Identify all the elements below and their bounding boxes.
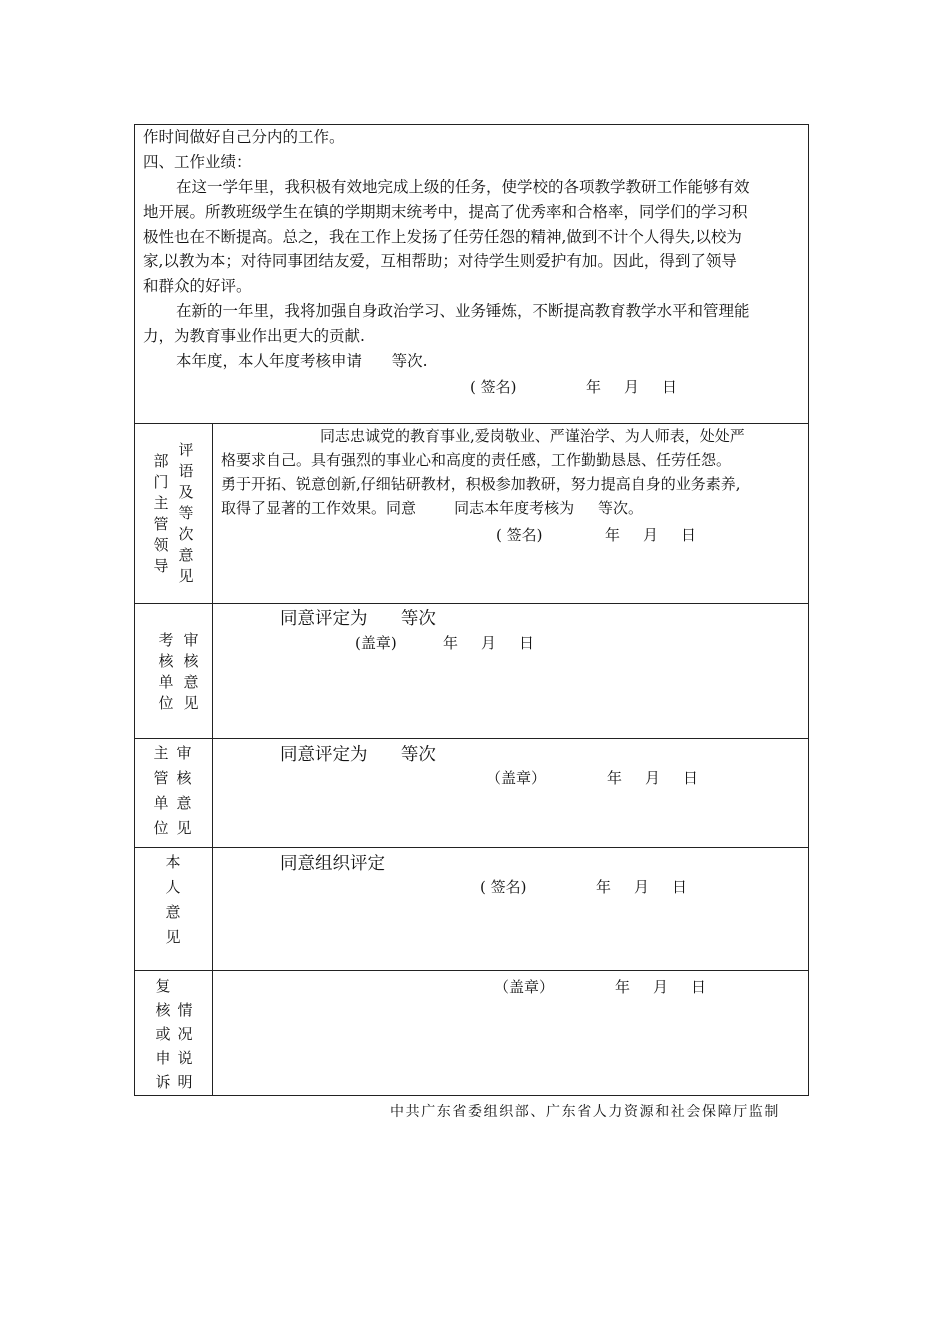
label-char: 说 [177, 1049, 193, 1067]
date-year: 年 [586, 378, 602, 396]
label-char: 门 [153, 473, 169, 491]
row-divider-3 [134, 738, 809, 739]
summary-line: 地开展。所教班级学生在镇的学期期末统考中，提高了优秀率和合格率，同学们的学习积 [143, 203, 748, 221]
summary-line: 家,以教为本；对待同事团结友爱，互相帮助；对待学生则爱护有加。因此，得到了领导 [143, 252, 737, 270]
summary-line: 作时间做好自己分内的工作。 [143, 128, 345, 146]
label-char: 意 [176, 794, 192, 812]
summary-line: 本年度，本人年度考核申请 等次. [176, 352, 428, 370]
seal-label: （盖章） [494, 978, 555, 996]
label-char: 见 [165, 928, 181, 946]
label-char: 复 [155, 977, 171, 995]
label-char: 主 [153, 494, 169, 512]
label-char: 诉 [155, 1073, 171, 1091]
label-char: 管 [153, 769, 169, 787]
label-char: 审 [183, 631, 199, 649]
summary-heading: 四、工作业绩： [143, 153, 252, 171]
label-char: 位 [158, 694, 174, 712]
date-day: 日 [672, 878, 688, 896]
date-month: 月 [634, 878, 650, 896]
date-day: 日 [683, 769, 699, 787]
label-char: 导 [153, 557, 169, 575]
label-char: 部 [153, 452, 169, 470]
summary-line: 极性也在不断提高。总之，我在工作上发扬了任劳任怨的精神,做到不计个人得失,以校为 [143, 228, 742, 246]
date-year: 年 [605, 526, 621, 544]
comment-line: 取得了显著的工作效果。同意 同志本年度考核为 等次。 [221, 499, 643, 517]
label-char: 审 [176, 744, 192, 762]
table-border-left [134, 124, 135, 1096]
label-char: 评 [178, 441, 194, 459]
label-char: 次 [178, 525, 194, 543]
date-year: 年 [607, 769, 623, 787]
label-char: 见 [176, 819, 192, 837]
footer-credit: 中共广东省委组织部、广东省人力资源和社会保障厅监制 [390, 1104, 780, 1120]
label-char: 核 [158, 652, 174, 670]
label-char: 及 [178, 483, 194, 501]
label-char: 核 [176, 769, 192, 787]
row-divider-2 [134, 603, 809, 604]
label-char: 况 [177, 1025, 193, 1043]
label-char: 管 [153, 515, 169, 533]
date-day: 日 [662, 378, 678, 396]
row-divider-4 [134, 847, 809, 848]
label-char: 单 [153, 794, 169, 812]
label-char: 位 [153, 819, 169, 837]
label-char: 等 [178, 504, 194, 522]
label-char: 情 [177, 1001, 193, 1019]
opinion-text: 同意组织评定 [280, 854, 385, 874]
date-year: 年 [596, 878, 612, 896]
summary-line: 力，为教育事业作出更大的贡献. [143, 327, 365, 345]
date-month: 月 [653, 978, 669, 996]
label-char: 或 [155, 1025, 171, 1043]
summary-line: 在新的一年里，我将加强自身政治学习、业务锤炼，不断提高教育教学水平和管理能 [176, 302, 750, 320]
table-border-right [808, 124, 809, 1096]
label-char: 见 [178, 567, 194, 585]
label-char: 核 [155, 1001, 171, 1019]
date-day: 日 [519, 634, 535, 652]
label-char: 主 [153, 744, 169, 762]
label-char: 本 [165, 853, 181, 871]
label-char: 明 [177, 1073, 193, 1091]
label-char: 意 [165, 903, 181, 921]
label-char: 领 [153, 536, 169, 554]
label-char: 核 [183, 652, 199, 670]
table-border-bottom [134, 1095, 809, 1096]
signature-label: ( 签名) [496, 526, 543, 544]
label-char: 见 [183, 694, 199, 712]
date-month: 月 [645, 769, 661, 787]
comment-line: 勇于开拓、锐意创新,仔细钻研教材，积极参加教研，努力提高自身的业务素养, [221, 475, 741, 493]
date-day: 日 [681, 526, 697, 544]
summary-line: 和群众的好评。 [143, 277, 252, 295]
seal-label: （盖章） [486, 769, 547, 787]
seal-label: (盖章) [355, 634, 397, 652]
signature-label: ( 签名) [480, 878, 527, 896]
label-char: 人 [165, 878, 181, 896]
label-column-divider [212, 423, 213, 1096]
date-month: 月 [624, 378, 640, 396]
summary-line: 在这一学年里，我积极有效地完成上级的任务，使学校的各项教学教研工作能够有效 [176, 178, 750, 196]
date-year: 年 [443, 634, 459, 652]
label-char: 申 [155, 1049, 171, 1067]
comment-line: 格要求自己。具有强烈的事业心和高度的责任感，工作勤勤恳恳、任劳任怨。 [221, 451, 732, 469]
date-month: 月 [643, 526, 659, 544]
label-char: 单 [158, 673, 174, 691]
signature-label: ( 签名) [470, 378, 517, 396]
opinion-text: 同意评定为 等次 [280, 745, 436, 765]
date-year: 年 [615, 978, 631, 996]
date-month: 月 [481, 634, 497, 652]
label-char: 意 [183, 673, 199, 691]
date-day: 日 [691, 978, 707, 996]
comment-line: 同志忠诚党的教育事业,爱岗敬业、严谨治学、为人师表，处处严 [320, 427, 745, 445]
label-char: 语 [178, 462, 194, 480]
opinion-text: 同意评定为 等次 [280, 609, 436, 629]
label-char: 意 [178, 546, 194, 564]
label-char: 考 [158, 631, 174, 649]
row-divider-5 [134, 970, 809, 971]
